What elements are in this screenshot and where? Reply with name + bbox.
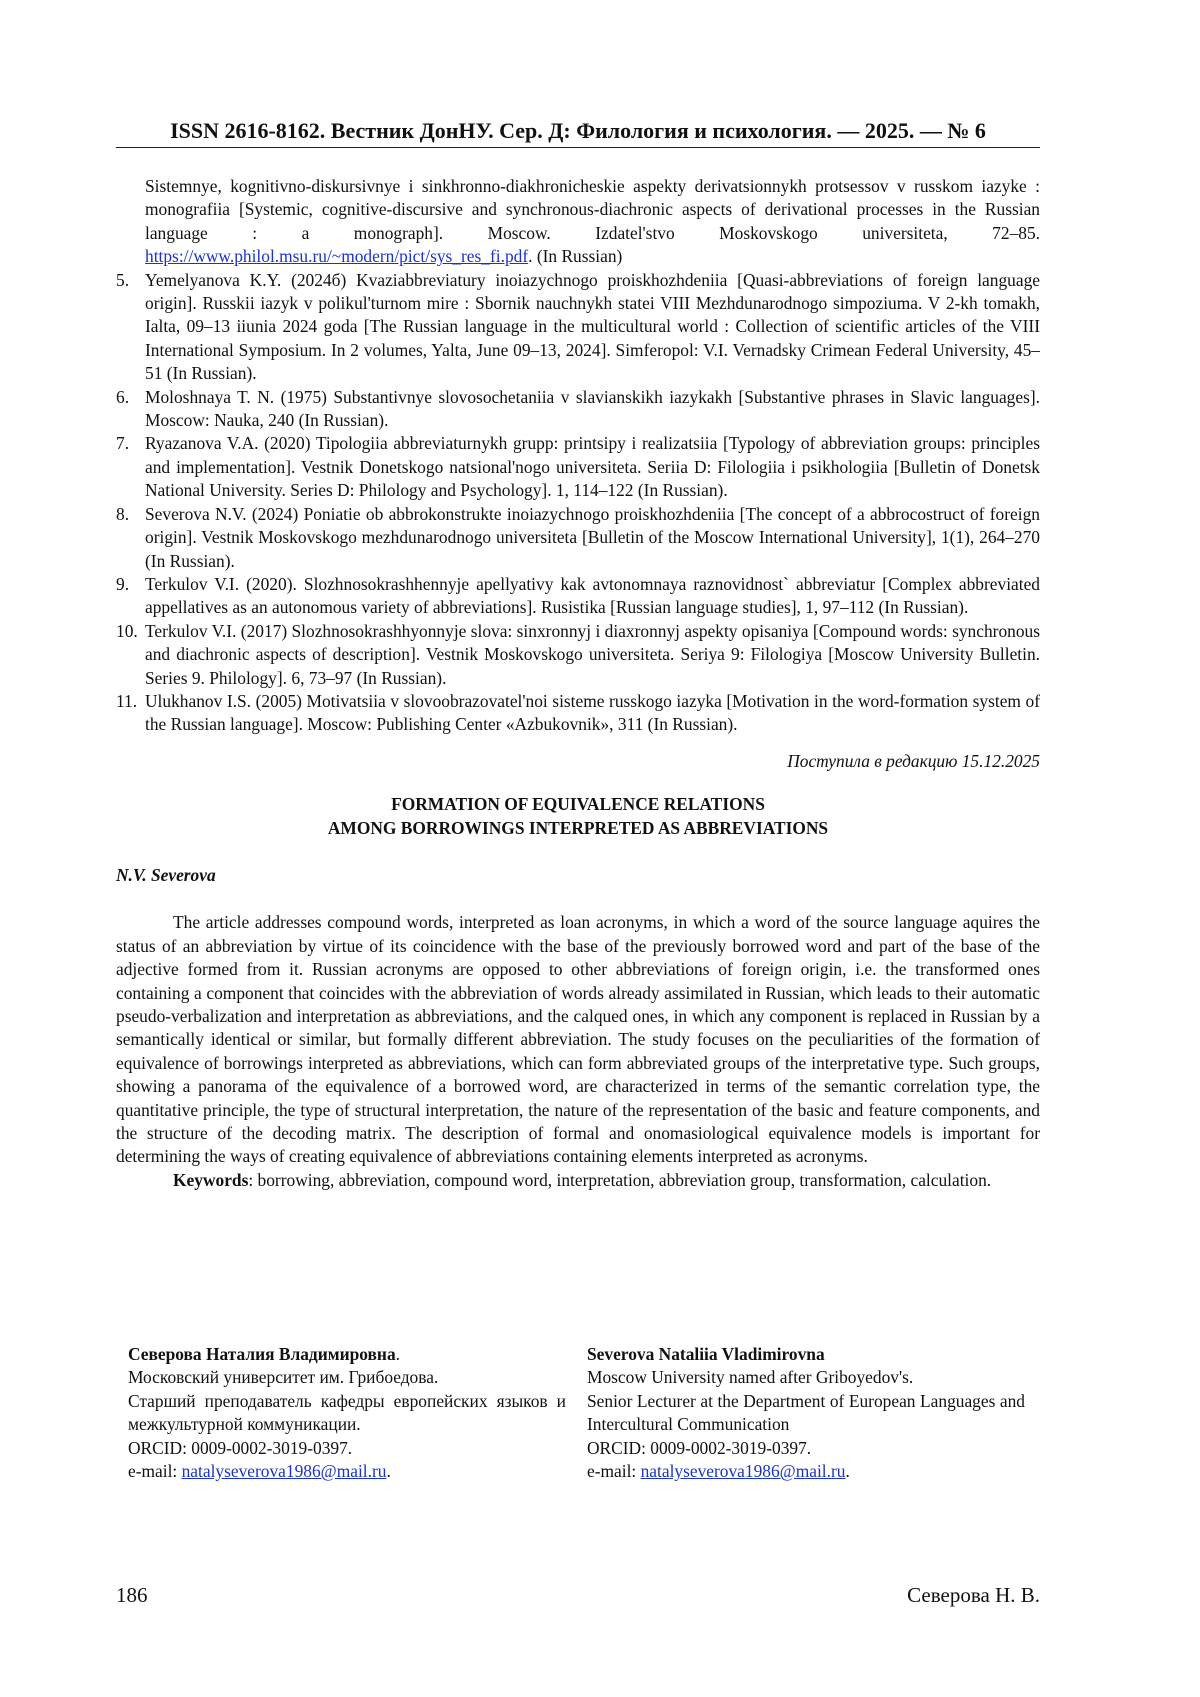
author-position-en: Senior Lecturer at the Department of European Languages and Intercultural Communication: [587, 1390, 1025, 1435]
reference-text: Terkulov V.I. (2020). Slozhnosokrashhennyje apellyativy kak avtonomnaya raznovidnost` abbreviatur [Complex abbreviated appellatives as an autonomous variety of abbreviations]. Rusistika [Russian language studies], 1, 97–112 (In Russian).: [145, 573, 1040, 618]
abstract: The article addresses compound words, interpreted as loan acronyms, in which a word of the source language aquires the status of an abbreviation by virtue of its coincidence with the base of the previously borrowed word and part of the base of the adjective formed from it. Russian acronyms are opposed to other abbreviations of foreign origin, i.e. the transformed ones containing a component that coincides with the abbreviation of words already assimilated in Russian, which leads to their automatic pseudo-verbalization and interpretation as abbreviations, and the calqued ones, in which any component is replaced in Russian by a semantically identical or similar, but formally different abbreviation. The study focuses on the peculiarities of the formation of equivalence of borrowings interpreted as abbreviations, which can form abbreviated groups of the interpretative type. Such groups, showing a panorama of the equivalence of a borrowed word, are characterized in terms of the semantic correlation type, the quantitative principle, the type of structural interpretation, the nature of the representation of the basic and feature components, and the structure of the decoding matrix. The description of formal and onomasiological equivalence models is important for determining the ways of creating equivalence of abbreviations containing elements interpreted as acronyms.: [116, 912, 1040, 1167]
reference-number: 10.: [116, 620, 138, 641]
main-content: [116, 175, 1040, 1192]
reference-number: 5.: [116, 269, 130, 290]
reference-item: [116, 690, 1040, 737]
article-title: [116, 793, 1040, 840]
reference-item: [116, 573, 1040, 620]
reference-link[interactable]: https://www.philol.msu.ru/~modern/pict/sys_res_fi.pdf: [145, 246, 529, 267]
reference-continuation: [116, 175, 1040, 269]
keywords-label: Keywords: [173, 1169, 249, 1190]
reference-item: [116, 432, 1040, 502]
reference-item: [116, 503, 1040, 573]
author-info-russian: [128, 1343, 566, 1483]
reference-text: Terkulov V.I. (2017) Slozhnosokrashhyonnyje slova: sinxronnyj i diaxronnyj aspekty opisaniya [Compound words: synchronous and diachronic aspects of description]. Vestnik Moskovskogo universiteta. Seriya 9: Filologiya [Moscow University Bulletin. Series 9. Philology]. 6, 73–97 (In Russian).: [145, 620, 1040, 688]
reference-number: 9.: [116, 573, 130, 594]
keywords-text: : borrowing, abbreviation, compound word, interpretation, abbreviation group, transformation, calculation.: [248, 1169, 992, 1190]
author-orcid-ru: ORCID: 0009-0002-3019-0397.: [128, 1437, 353, 1458]
author-position-ru: Старший преподаватель кафедры европейских языков и межкультурной коммуникации.: [128, 1390, 566, 1435]
author-org-en: Moscow University named after Griboyedov's.: [587, 1367, 914, 1388]
reference-continuation-text: Sistemnye, kognitivno-diskursivnye i sinkhronno-diakhronicheskie aspekty derivatsionnykh protsessov v russkom iazyke : monografiia [Systemic, cognitive-discursive and synchronous-diachronic aspects of derivational processes in the Russian language : a monograph]. Moscow. Izdatel'stvo Moskovskogo universiteta, 72–85.: [145, 176, 1040, 243]
author-email-link-en[interactable]: natalyseverova1986@mail.ru: [640, 1461, 846, 1482]
author-org-ru: Московский университет им. Грибоедова.: [128, 1367, 439, 1388]
reference-item: [116, 620, 1040, 690]
author-email-label-ru: e-mail:: [128, 1461, 182, 1482]
reference-text: Moloshnaya T. N. (1975) Substantivnye slovosochetaniia v slavianskikh iazykakh [Substantive phrases in Slavic languages]. Moscow: Nauka, 240 (In Russian).: [145, 386, 1040, 431]
reference-number: 6.: [116, 386, 130, 407]
author-name-ru: Северова Наталия Владимировна: [128, 1344, 396, 1364]
reference-number: 11.: [116, 690, 138, 711]
author-name-ru-suffix: .: [395, 1344, 401, 1364]
reference-continuation-tail: . (In Russian): [528, 246, 623, 267]
reference-item: [116, 269, 1040, 386]
running-author: Северова Н. В.: [907, 1583, 1040, 1607]
reference-number: 7.: [116, 433, 130, 454]
author-orcid-en: ORCID: 0009-0002-3019-0397.: [587, 1437, 812, 1458]
author-email-label-en: e-mail:: [587, 1461, 641, 1482]
author-email-suffix-ru: .: [386, 1461, 391, 1482]
reference-list: [116, 269, 1040, 737]
reference-item: [116, 386, 1040, 433]
keywords: [116, 1169, 1040, 1192]
article-title-line: AMONG BORROWINGS INTERPRETED AS ABBREVIATIONS: [327, 817, 829, 838]
reference-text: Ryazanova V.A. (2020) Tipologiia abbreviaturnykh grupp: printsipy i realizatsiia [Typology of abbreviation groups: principles and implementation]. Vestnik Donetskogo natsional'nogo universiteta. Seriia D: Filologiia i psikhologiia [Bulletin of Donetsk National University. Series D: Philology and Psychology]. 1, 114–122 (In Russian).: [145, 433, 1040, 501]
reference-number: 8.: [116, 503, 130, 524]
page-number: 186: [116, 1583, 148, 1607]
article-title-line: FORMATION OF EQUIVALENCE RELATIONS: [391, 794, 765, 815]
received-date: Поступила в редакцию 15.12.2025: [787, 750, 1040, 771]
reference-text: Ulukhanov I.S. (2005) Motivatsiia v slovoobrazovatel'noi sisteme russkogo iazyka [Motivation in the word-formation system of the Russian language]. Moscow: Publishing Center «Azbukovnik», 311 (In Russian).: [145, 690, 1040, 735]
reference-text: Severova N.V. (2024) Poniatie ob abbrokonstrukte inoiazychnogo proiskhozhdeniia [The concept of a abbrocostruct of foreign origin]. Vestnik Moskovskogo mezhdunarodnogo universiteta [Bulletin of the Moscow International University], 1(1), 264–270 (In Russian).: [145, 503, 1040, 571]
author-info-english: [587, 1343, 1025, 1483]
author-name-en: Severova Nataliia Vladimirovna: [587, 1344, 825, 1364]
author-email-suffix-en: .: [845, 1461, 850, 1482]
article-author: N.V. Severova: [116, 864, 216, 885]
author-email-link-ru[interactable]: natalyseverova1986@mail.ru: [181, 1461, 387, 1482]
journal-header: ISSN 2616-8162. Вестник ДонНУ. Сер. Д: Филология и психология. — 2025. — № 6: [116, 116, 1040, 148]
reference-text: Yemelyanova K.Y. (2024б) Kvaziabbreviatury inoiazychnogo proiskhozhdeniia [Quasi-abbreviations of foreign language origin]. Russkii iazyk v polikul'turnom mire : Sbornik nauchnykh statei VIII Mezhdunarodnogo simpoziuma. V 2-kh tomakh, Ialta, 09–13 iiunia 2024 goda [The Russian language in the multicultural world : Collection of scientific articles of the VIII International Symposium. In 2 volumes, Yalta, June 09–13, 2024]. Simferopol: V.I. Vernadsky Crimean Federal University, 45–51 (In Russian).: [145, 269, 1040, 384]
